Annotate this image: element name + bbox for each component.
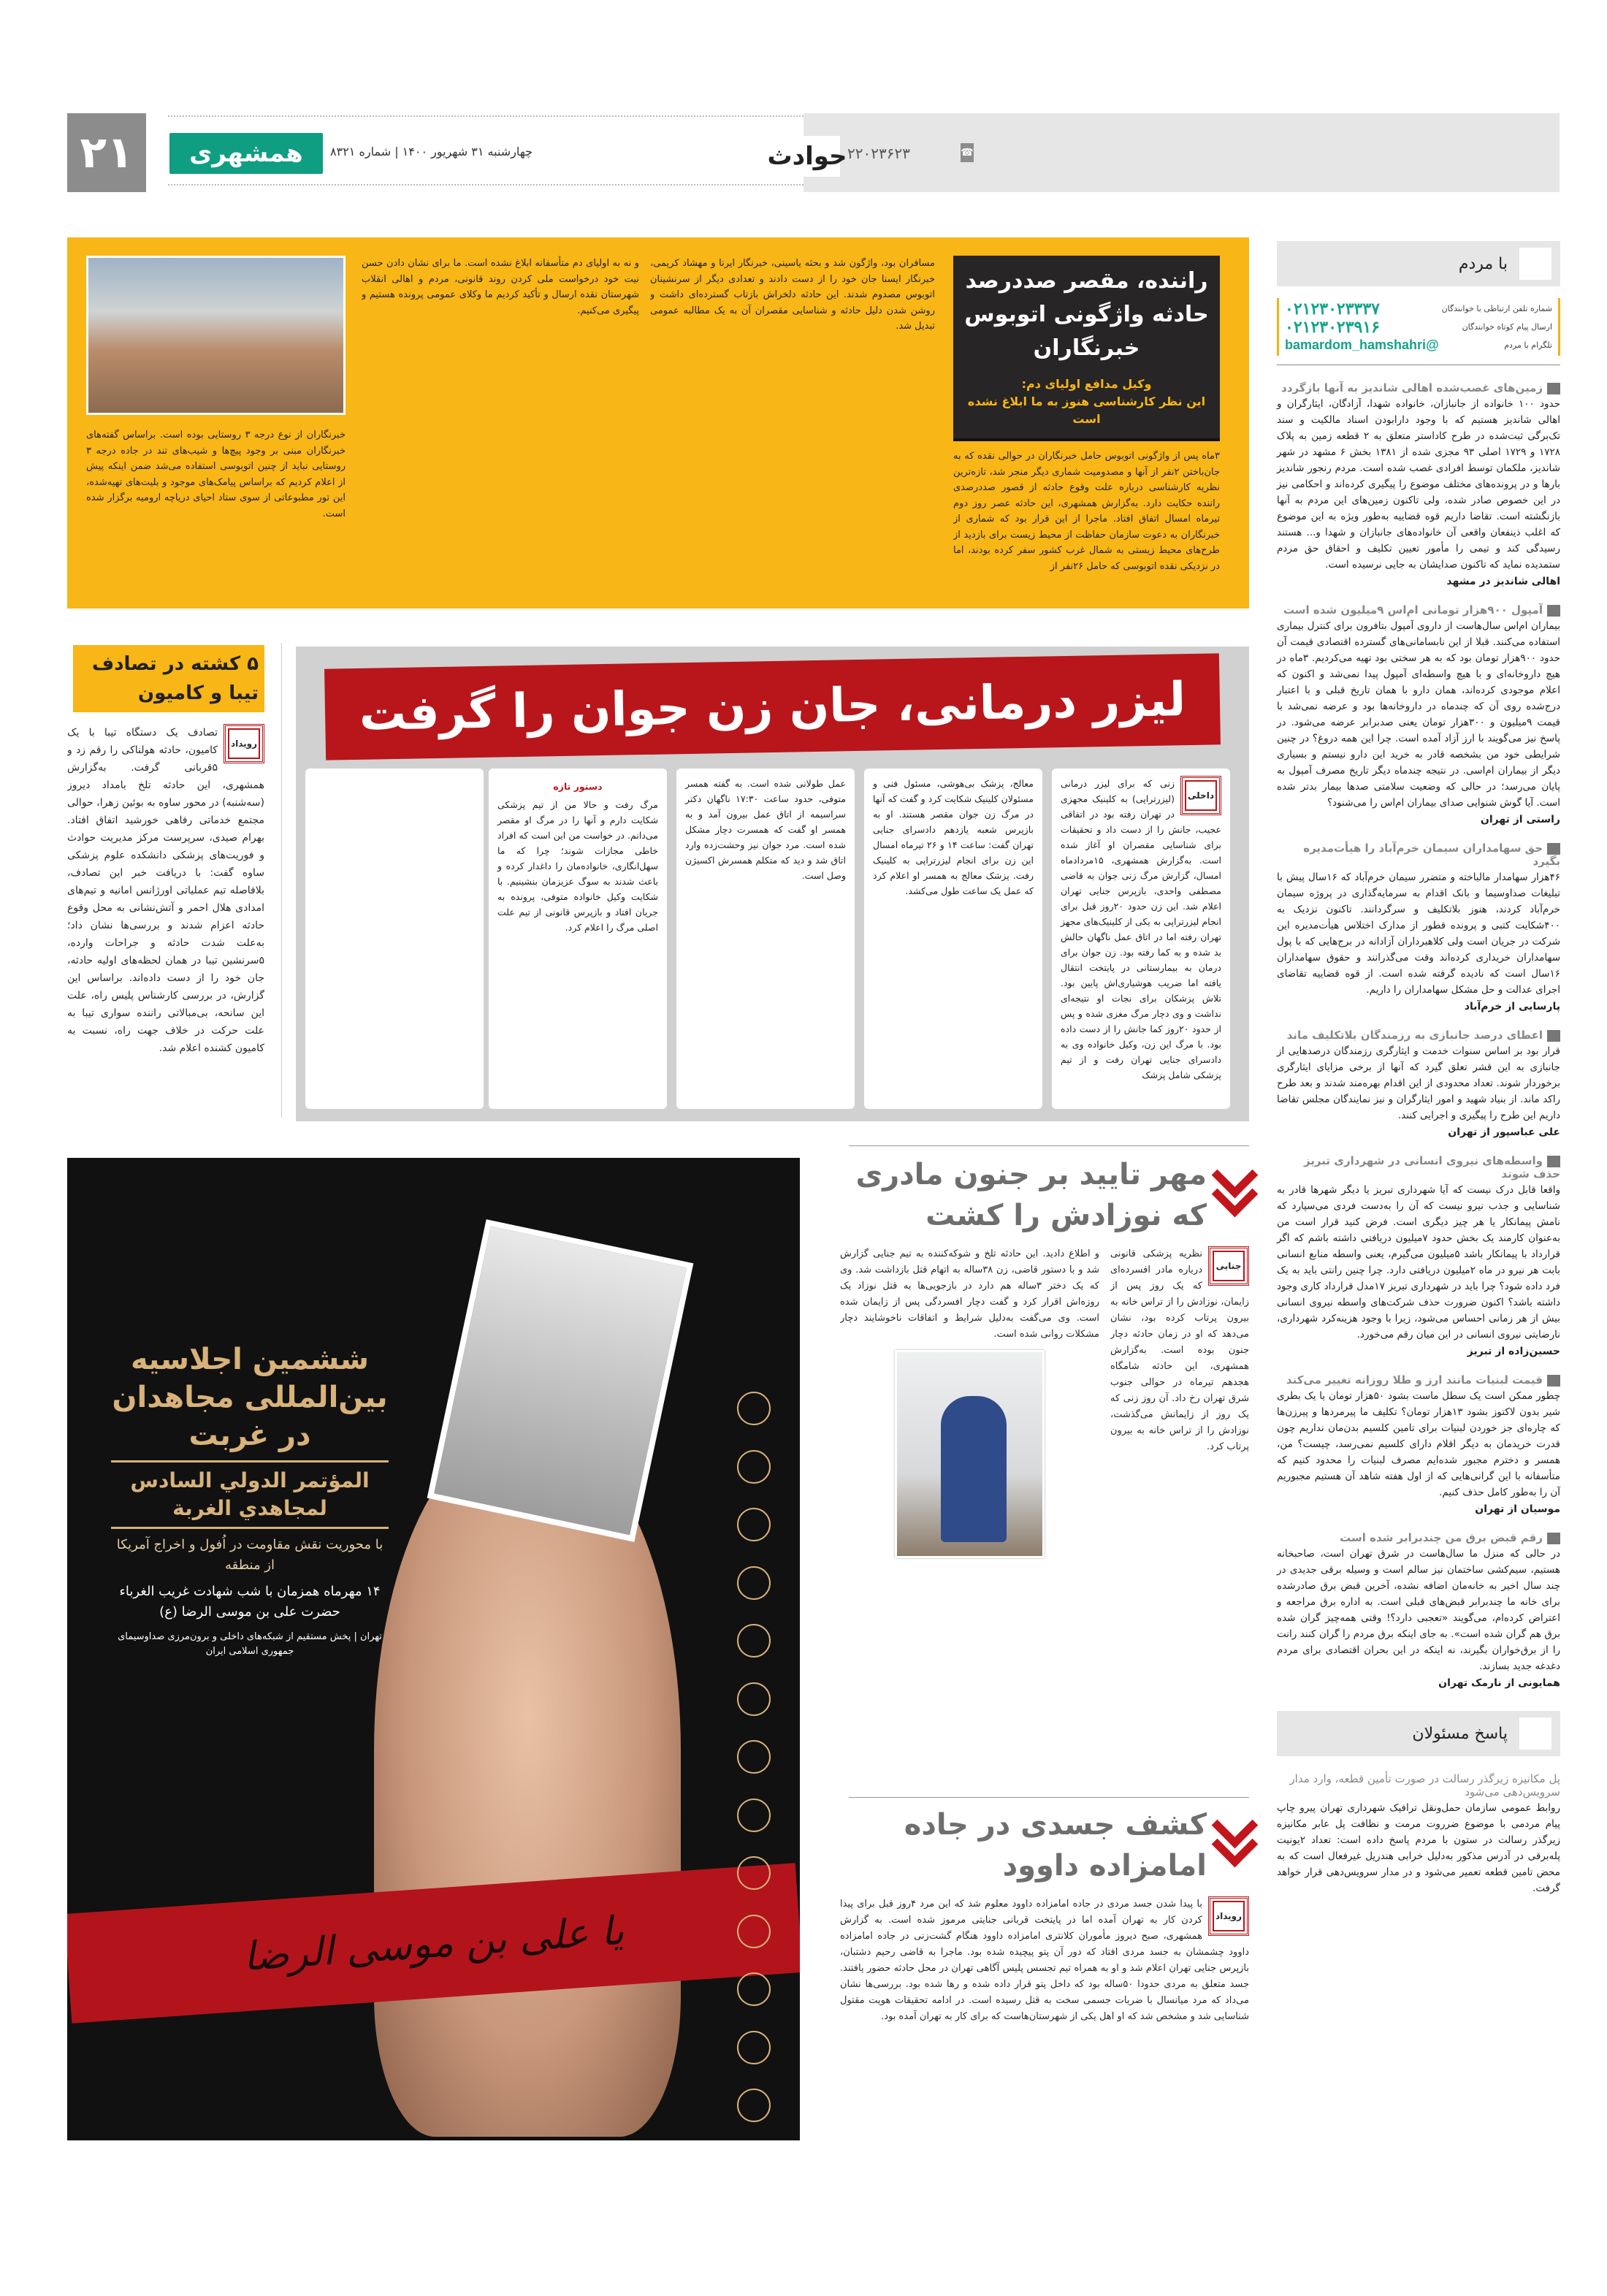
divider [168,184,804,190]
contact-label: شماره تلفن ارتباطی با خوانندگان [1441,304,1552,313]
sponsor-logos [725,1392,783,2122]
tiba-story-title: ۵ کشته در تصادف تیبا و کامیون [73,645,264,712]
overturned-bus-photo [86,256,346,415]
double-chevron-icon [1215,1164,1246,1216]
sms-number[interactable]: ۰۲۱۲۳۰۲۳۹۱۶ [1285,318,1380,336]
mehr-story-column: جنایی نظریه پزشکی قانونی درباره مادر افسرده‌ای که یک روز پس از زایمان، نوزادش را از تراس خانه به بیرون پرتاب کرده بود، نشان می‌دهد که او در زمان حادثه دچار جنون بوده است. به‌گزارش همشهری، این حادثه شامگاه هجدهم تیرماه در حوالی جنوب شرق تهران رخ داد. آن روز زنی که یک روز از زایمانش می‌گذشت، نوزادش را از تراس خانه به بیرون پرتاب کرد. [1110,1246,1249,1790]
portrait-photo [427,1219,694,1542]
reader-letter: حق سهامداران سیمان خرم‌آباد را هیأت‌مدیره بگیرد ۴۶هزار سهامدار مالباخته و متضرر سیمان خرم‌آباد که ۱۶سال پیش با تبلیغات صداوسیما و بانک اقدام به سرمایه‌گذاری در پروژه سیمان خرم‌آباد کردند، هنوز بلاتکلیف و سرگردانند. تاکنون نزدیک به ۴۰۰شکایت کتبی و پرونده قطور از مدارک اختلاس هیأت‌مدیره این شرکت در جریان است ولی کلاهبرداران آزادانه در برج‌هایی که با پول سهامداران خریداری کرده‌اند وقت می‌گذرانند و حقوق سهامداران ۱۶سال است که نادیده گرفته شده است. از قوه قضاییه تقاضای اجرای عدالت و حل مشکل سهامداران را داریم. پارسایی از خرم‌آباد [1277,842,1560,1012]
red-ribbon: یا علی بن موسی الرضا [67,1863,800,2024]
phone-icon: ☎ [961,143,974,162]
suspect-photo [895,1350,1045,1558]
readers-column-title: با مردم [1458,254,1508,273]
divider [168,115,804,121]
mehr-story-column: و اطلاع دادید. این حادثه تلخ و شوکه‌کننده به تیم جنایی گزارش شد و با دستور قاضی، زن ۳۸ساله به اتهام قتل بازداشت شد. وی که یک دختر ۳ساله هم دارد در بازجویی‌ها به قتل نوزاد یک روزه‌اش اقرار کرد و گفت دچار افسردگی پس از زایمان شده است. وی می‌گفت به‌دلیل شرایط و اتفاقات ناخوشایند دچار مشکلات روانی شده است. [840,1248,1099,1340]
bus-story-column: مسافران بود، واژگون شد و بحثه یاسینی، خبرنگار ایرنا و مهشاد کریمی، خبرنگار ایسنا جان خود را از دست دادند و تعدادی دیگر از سرنشینان اتوبوس مصدوم شدند. این حادثه دلخراش بازتاب گسترده‌ای داشت و روشن شدن دلیل حادثه و شناسایی مقصران آن به یک مطالبه عمومی تبدیل شد. [650,258,935,332]
dateline: چهارشنبه ۳۱ شهریور ۱۴۰۰ | شماره ۸۳۲۱ [330,145,533,159]
bus-story-column: ۳ماه پس از واژگونی اتوبوس حامل خبرنگاران در حوالی نقده که به جان‌باختن ۲نفر از آنها و مصدومیت شماری دیگر منجر شد، تازه‌ترین نظریه کارشناسی درباره علت وقوع حادثه از قصور صددرصدی راننده حکایت دارد. به‌گزارش همشهری، این حادثه عصر روز دوم تیرماه امسال اتفاق افتاد. ماجرا از این قرار بود که شماری از خبرنگاران به دعوت سازمان حفاظت از محیط زیست برای بازدید از طرح‌های محیط زیستی به شمال غرب کشور سفر کرده بودند، اما در نزدیکی نقده اتوبوسی که حامل ۲۶نفر از [953,451,1220,572]
page-number: ۲۱ [67,113,146,192]
tiba-story [67,645,264,1118]
mehr-story [840,1154,1249,1790]
reader-letter: آمپول ۹۰۰هزار تومانی ام‌اس ۹میلیون شده است بیماران ام‌اس سال‌هاست از داروی آمپول بتافرون برای کنترل بیماری استفاده می‌کنند. قبلا از این نابسامانی‌های گسترده اقتصادی قیمت آن حدود ۹۰۰هزار تومان بود که به هر سختی بود تهیه می‌کردیم. ۳ماه در هیچ داروخانه‌ای و با هیچ واسطه‌ای آمپول پیدا نمی‌شد و اکنون که اعلام موجودی کرده‌اند، همان دارو با همان تاریخ قبلی و با اعتبار درج‌شده روی آن که چندماه در داروخانه‌ها بود و عرضه نمی‌شد با قیمت ۹میلیون و ۳۰۰هزار تومان یعنی صدبرابر عرضه می‌شود. در پاسخ نیز می‌گویند با ارز آزاد آمده است. چرا این همه دروغ؟ در چنین شرایطی خود من بشخصه قادر به خرید این دارو نیستم و بسیاری دیگر از بیماران ام‌اسی. در نتیجه چندماه دیگر تاریخ مصرف آمپول به پایان می‌رسد؛ در حالی که وضعیت سلامتی صدها بیمار بدتر شده است. آیا گوش شنوایی صدای بیماران ام‌اس را می‌شنود؟ راستی از تهران [1277,603,1560,825]
header-band [804,113,1560,192]
responses-header [1277,1711,1560,1756]
section-title: حوادث [774,136,840,177]
laser-story-title: لیزر درمانی، جان زن جوان را گرفت [324,653,1221,760]
contact-label: تلگرام با مردم [1504,340,1552,350]
conference-poster [67,1158,800,2140]
laser-story-column: دستور تازه مرگ رفت و حالا من از تیم پزشکی شکایت دارم و آنها را در مرگ او مقصر می‌دانم. در خواست من این است که افراد خاطی مجازات شوند؛ چرا که ما سهل‌انگاری، خانواده‌مان را داغدار کرده و باعث شدند به سوگ عزیزمان بنشینیم. با شکایت وکیل خانواده متوفی، پرونده به جریان افتاد و بازپرس قانونی از تیم علت اصلی مرگ را اعلام کرد. [489,768,667,1109]
kashf-story-body: رویداد با پیدا شدن جسد مردی در جاده امامزاده داوود معلوم شد که این مرد ۴روز قبل برای پیدا کردن کار به تهران آمده اما در پایتخت قربانی جنایتی مرموز شده است. به گزارش همشهری، صبح دیروز مأموران کلانتری امامزاده داوود هنگام گشت‌زنی در جاده امامزاده داوود چشمشان به جسد مردی افتاد که دور آن پتو پیچیده شده بود. ماجرا به قاضی رحیم دشتبان، بازپرس جنایی تهران اعلام شد و او به همراه تیم تجسس پلیس آگاهی تهران در محل حادثه حضور یافتند. جسد متعلق به مردی حدودا ۵۰ساله بود که داخل پتو قرار داده شده و رها شده بود. بررسی‌ها نشان می‌داد که مرد میانسال با ضربات جسمی سخت به قتل رسیده است. در ادامه تحقیقات هویت مقتول شناسایی شد و مشخص شد که او اهل یکی از شهرستان‌هاست که برای کار به تهران آمده بود. [840,1896,1249,2140]
reader-letter: واسطه‌های نیروی انسانی در شهرداری تبریز حذف شوند واقعا قابل درک نیست که آیا شهرداری تبریز یا دیگر شهرها قادر به شناسایی و جذب نیرو نیست که آن را به‌دست فردی می‌سپارد که نامش پیمانکار یا هر چیز دیگری است. فرض کنید قرار است من به‌عنوان کارمند یک بخش حدود ۷میلیون دریافتی داشته باشم که اگر قرارداد با پیمانکار باشد ۵میلیون می‌گیرم، یعنی واسطه منابع انسانی بابت هر نیرو در ماه ۲میلیون دریافتی دارد. چرا چنین رانتی باید به یک فرد داده شود؟ چرا باید در شهرداری تبریز ۱۷مدل قرارداد کاری وجود داشته باشد؟ اکنون ضرورت حذف شرکت‌های واسطه نیروی انسانی بیش از هر زمانی احساس می‌شود، زیرا با وجود هزینه‌کرد شهرداری، نارضایتی نیروی انسانی در این میان رقم می‌خورد. حسین‌زاده از تبریز [1277,1154,1561,1357]
at-icon [1547,1030,1560,1042]
newspaper-logo: همشهری [169,133,323,174]
bus-story-title: راننده، مقصر صددرصد حادثه واژگونی اتوبوس خبرنگاران [964,268,1209,361]
laser-story-column: معالج، پزشک بی‌هوشی، مسئول فنی و مسئولان کلینیک شکایت کرد و گفت که آنها در مرگ زن جوان مقصر هستند. او به بازپرس شعبه یازدهم دادسرای جنایی تهران گفت: ساعت ۱۴ و ۲۶ تیرماه امسال این زن برای انجام لیزرتراپی به کلینیک رفت. پزشک معالج به همسر او اعلام کرد که عمل یک ساعت طول می‌کشد. [864,768,1042,1109]
contact-label: ارسال پیام کوتاه خوانندگان [1462,322,1552,332]
telegram-handle[interactable]: @bamardom_hamshahri [1285,337,1439,352]
story-tag: جنایی [1208,1246,1249,1286]
bus-story-column: خبرنگاران از نوع درجه ۳ روستایی بوده است. براساس گفته‌های خبرنگاران مبنی بر وجود پیچ‌ها و شیب‌های تند در جاده درجه ۳ روستایی نباید از چنین اتوبوسی استفاده می‌شد ضمن اینکه پیش از اعلام کردیم که براساس پیامک‌های موجود و بلیت‌های تهیه‌شده، این تور مطبوعاتی از سوی ستاد احیای دریاچه ارومیه برگزار شده است. [86,430,346,519]
bus-story-headline-box [953,256,1220,441]
envelope-icon [1547,1375,1560,1387]
section-phone: ۲۲۰۲۳۶۲۳ [847,145,910,162]
reader-letter: اعطای درصد جانبازی به رزمندگان بلاتکلیف ماند قرار بود بر اساس سنوات خدمت و ایثارگری رزمندگان درصدهایی از جانبازی به این قشر تعلق گیرد که آنها از برخی مزایای ایثارگری برخوردار شوند. تعداد محدودی از این اقدام بهره‌مند شدند و بعد طرح راکد ماند. از بنیاد شهید و امور ایثارگران و نیز نمایندگان مجلس تقاضا داریم این طرح را پیگیری و اجرایی کنند. علی عباسپور از تهران [1277,1029,1560,1138]
story-tag: داخلی [1180,776,1221,815]
divider [849,1797,1249,1798]
divider [849,1145,1249,1146]
bus-story-column: و نه به اولیای دم متأسفانه ابلاغ نشده است. ما برای نشان دادن حسن نیت خود درخواست ملی کردن روند قانونی، مردم و اهالی انقلاب شهرستان نقده ارسال و تأکید کردیم ما وکلای عمومی پرونده هستیم و پیگیری می‌کنیم. [362,258,639,316]
story-tag: رویداد [224,724,264,763]
phone-icon [1547,383,1560,394]
laser-story-column: عمل طولانی شده است. به گفته همسر متوفی، حدود ساعت ۱۷:۳۰ ناگهان دکتر سراسیمه از اتاق عمل بیرون آمد و به همسر او گفت که همسرت دچار مشکل شده است. مرد جوان نیز وحشت‌زده وارد اتاق شد و دید که متکلم همسرش اکسیژن وصل است. [676,768,855,1109]
bus-story-lead [953,256,1220,593]
reader-letter: رقم قبض برق من چندبرابر شده است در حالی که منزل ما سال‌هاست در شرق تهران است، صاحبخانه هستیم، سیم‌کشی ساختمان نیز سالم است و وسیله برقی جدیدی در چند سال اخیر به خانه‌مان اضافه نشده، آخرین قبض برق صادرشده برای خانه ما چندبرابر قبض‌های قبلی است. به اداره برق مراجعه و اعتراض کرده‌ام، می‌گویند «تعجبی دارد؟! وقتی همه‌چیز گران شده برق هم گران شده است». به جای اینکه برق مردم را گران کنند رانت را از برق‌خواران بگیرند، نه اینکه در این بحران اقتصادی برای مردم دغدغه جدید بسازند. همایونی از نارمک تهران [1277,1531,1560,1689]
reader-letter: قیمت لبنیات مانند ارز و طلا روزانه تغییر می‌کند چطور ممکن است یک سطل ماست بشود ۵۰هزار تومان یا یک بطری شیر بدون لاکتوز بشود ۱۳هزار تومان؟ تکلیف ما پیرمردها و پیرزن‌ها که چاره‌ای جز خوردن لبنیات برای تامین کلسیم بدن‌مان نداریم چون قدرت خریدمان به دیگر اقلام دارای کلسیم نمی‌رسد، چیست؟ من، همسر و دخترم مجبور شده‌ایم مصرف لبنیات را محدود کنیم که متأسفانه با این گرانی‌هایی که از اول هفته شاهد آن هستیم مجبوریم آن را به‌طور کامل حذف کنیم. موسیان از تهران [1277,1373,1560,1515]
official-response: پل مکانیزه زیرگذر رسالت در صورت تأمین قطعه، وارد مدار سرویس‌دهی می‌شود روابط عمومی سازمان حمل‌ونقل ترافیک شهرداری تهران پیرو چاپ پیام مردمی با موضوع ضرروت مرمت و نظافت پل عابر مکانیزه زیرگذر رسالت در ستون با مردم پاسخ داده است: تعداد ۲یونیت پله‌برقی در آدرس مذکور به‌دلیل خرابی هندریل غیرفعال است که به محض تامین قطعه تعمیر می‌شود و در مدار سرویس‌دهی قرار خواهد گرفت. [1277,1772,1560,1894]
reader-letter: زمین‌های غصب‌شده اهالی شاندیز به آنها بازگردد حدود ۱۰۰ خانواده از جانبازان، خانواده شهدا، آزادگان، ایثارگران و اهالی شاندیز هستیم که با وجود دارابودن اسناد مالکیت و سند تک‌برگی ثبت‌شده در طرح کاداستر متعلق به ۲ قطعه زمین به پلاک ۱۷۲۸ و ۱۷۲۹ اصلی ۹۳ مجزی شده از ۱۳۸۱ بخش ۶ مشهد در شهر شاندیز، ملکمان توسط افرادی غصب شده است. مردم رنجور شاندیز بارها و در پرونده‌های مختلف موضوع را پیگیری کرده‌اند و احکامی نیز در این خصوص صادر شده، ولی تاکنون زمین‌های این مردم به آنها بازنگشته است. تقاضا داریم قوه قضاییه به‌طور ویژه به این موضوع که اغلب ذینفعان واقعی آن خانواده‌های جانبازان و شهدا و... هستند رسیدگی کند و تیمی را مأمور تعیین تکلیف و احقاق حق مردم ستمدیده نماید که تاکنون صدایشان به جایی نرسیده است. اهالی شاندیز در مشهد [1277,381,1560,587]
laser-story-column: داخلی زنی که برای لیزر درمانی (لیزرتراپی) به کلینیک مجهزی در تهران رفته بود در اتفاقی عجیب، جانش را از دست داد و تحقیقات برای شناسایی مقصران او آغاز شده است. به‌گزارش همشهری، ۱۵مردادماه امسال، گزارش مرگ زنی جوان به قاضی مصطفی واحدی، بازپرس جنایی تهران اعلام شد. این زن حدود ۲۰روز قبل برای انجام لیزرتراپی به یکی از کلینیک‌های مجهز تهران رفته اما در اتاق عمل ناگهان حالش بد شده و به کما رفته بود. زن جوان برای درمان به بیمارستانی در پایتخت انتقال یافته اما ضریب هوشیاری‌اش پایین بود. تلاش پزشکان برای نجات او نتیجه‌ای نداشت و وی دچار مرگ مغزی شده و پس از حدود ۲۰روز کما جانش را از دست داده بود. با مرگ این زن، وکیل خانواده وی به دادسرای جنایی تهران رفت و از تیم پزشکی شامل پزشک [1052,768,1230,1109]
poster-text: ششمین اجلاسیه بین‌المللی مجاهدان در غربت المؤتمر الدولي السادس لمجاهدي الغربة با محوریت نقش مقاومت در اُفول و اخراج آمریکا از منطقه ۱۴ مهرماه همزمان با شب شهادت غریب الغرباء حضرت علی بن موسی الرضا (ع) تهران | پخش مستقیم از شبکه‌های داخلی و برون‌مرزی صداوسیمای جمهوری اسلامی ایران [112,1343,388,1657]
readers-column-header [1277,241,1560,286]
laser-subheading: دستور تازه [553,781,603,792]
phone-icon [1547,1533,1560,1544]
phone-number[interactable]: ۰۲۱۲۳۰۲۳۳۳۷ [1285,300,1380,318]
readers-column [1277,241,1560,1896]
phone-icon [1547,1156,1560,1167]
laser-story-column [305,768,484,1109]
kashf-story-title: کشف جسدی در جاده امامزاده داوود [904,1808,1207,1883]
envelope-icon [1547,843,1560,855]
tiba-story-body: رویداد تصادف یک دستگاه تیبا با یک کامیون، حادثه هولناکی را رقم زد و ۵قربانی گرفت. به‌گزارش همشهری، این حادثه تلخ بامداد دیروز (سه‌شنبه) در محور ساوه به بوئین زهرا، حوالی مجتمع خدماتی رفاهی خورشید اتفاق افتاد. بهرام صیدی، سرپرست مرکز مدیریت حوادث و فوریت‌های پزشکی دانشکده علوم پزشکی ساوه گفت: با دریافت خبر این تصادف، بلافاصله تیم عملیاتی اورژانس امانیه و تیم‌های امدادی هلال احمر و آتش‌نشانی به محل وقوع حادثه اعزام شدند و بررسی‌ها نشان داد؛ به‌علت شدت حادثه و جراحات وارده، ۵سرنشین تیبا در همان لحظه‌های اولیه حادثه، جان خود را از دست داده‌اند. براساس این گزارش، در بررسی کارشناس پلیس راه، علت این سانحه، بی‌مبالاتی راننده سواری تیبا به علت حرکت در خلاف جهت راه، نسبت به کامیون کشنده اعلام شد. [67,724,264,1118]
responses-title: پاسخ مسئولان [1412,1724,1508,1743]
raised-fist-image [374,1435,681,2137]
story-tag: رویداد [1208,1896,1249,1936]
kashf-story [840,1804,1249,2140]
at-icon [1547,605,1560,617]
double-chevron-icon [1215,1815,1246,1866]
mehr-story-title: مهر تایید بر جنون مادری که نوزادش را کشت [855,1158,1207,1232]
divider [281,643,282,1118]
bus-story-subtitle: وکیل مدافع اولیای دم: این نظر کارشناسی هنوز به ما ابلاغ نشده است [967,377,1206,426]
contact-box [1277,298,1560,356]
